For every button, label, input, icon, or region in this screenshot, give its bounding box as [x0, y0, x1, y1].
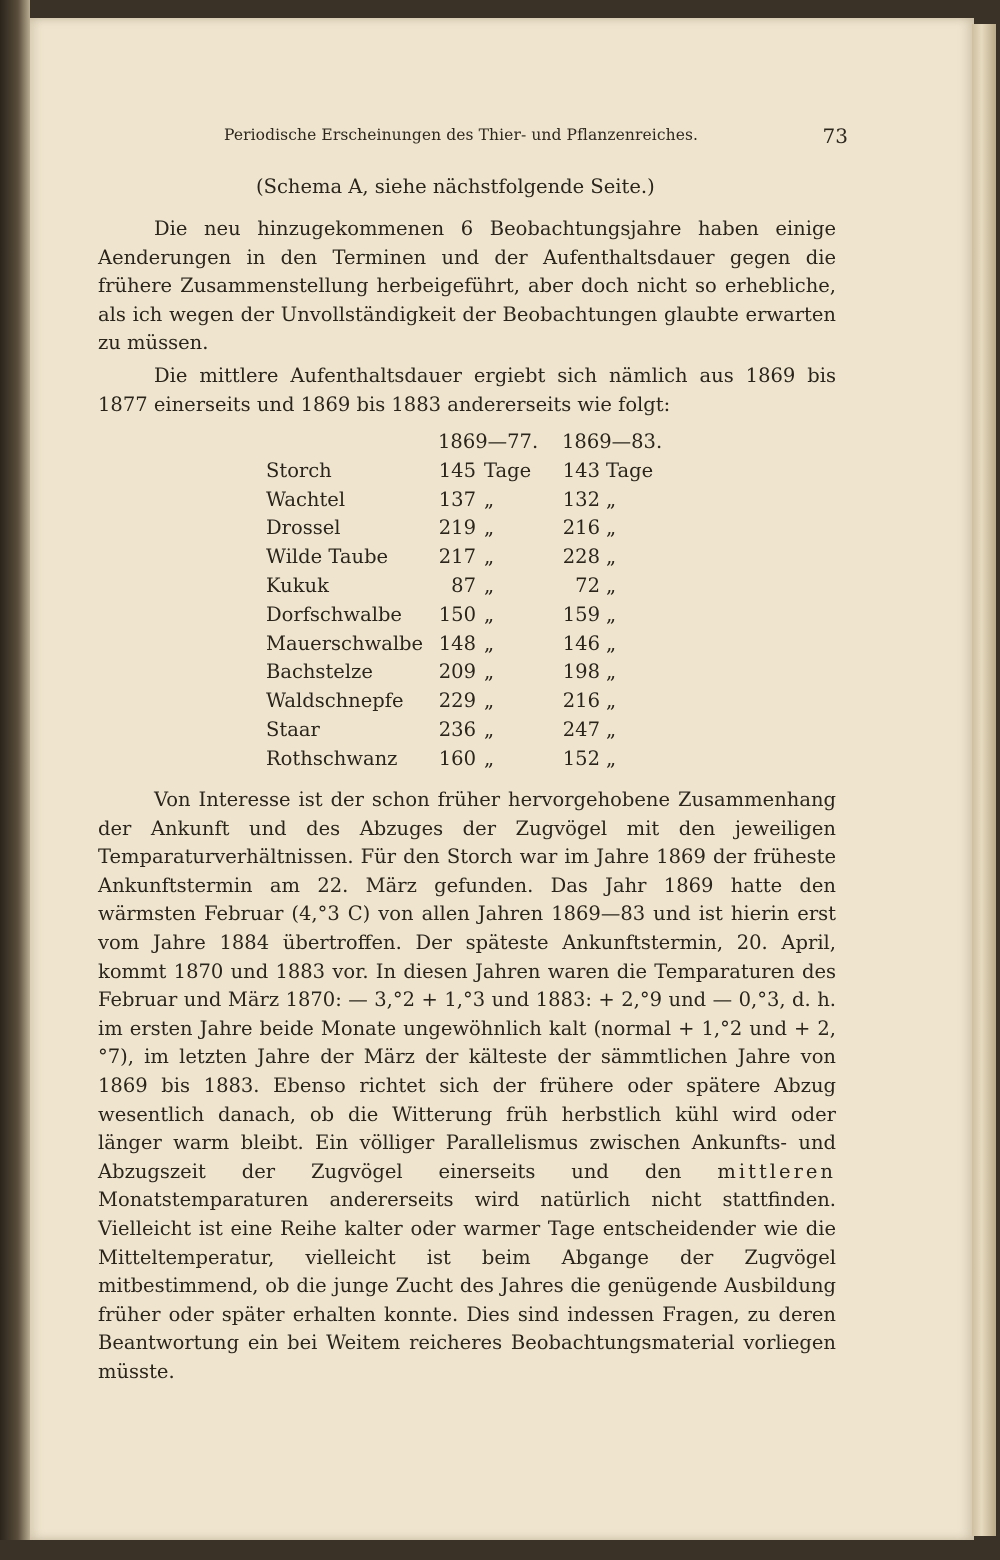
duration-1869-77: 219: [438, 516, 476, 540]
unit-1869-83: „: [606, 631, 617, 655]
unit-1869-77: „: [484, 717, 495, 741]
unit-1869-77: „: [484, 545, 495, 569]
unit-1869-77: „: [484, 516, 495, 540]
duration-1869-83: 132: [562, 487, 600, 511]
unit-1869-83: „: [606, 516, 617, 540]
unit-1869-77: „: [484, 689, 495, 713]
unit-1869-83: „: [606, 689, 617, 713]
unit-1869-77: „: [484, 573, 495, 597]
duration-1869-77: 150: [438, 602, 476, 626]
unit-1869-83: „: [606, 573, 617, 597]
unit-1869-77: Tage: [484, 458, 532, 482]
unit-1869-83: „: [606, 545, 617, 569]
unit-1869-77: „: [484, 631, 495, 655]
unit-1869-83: „: [606, 717, 617, 741]
unit-1869-77: „: [484, 746, 495, 770]
duration-1869-77: 217: [438, 545, 476, 569]
duration-1869-77: 145: [438, 458, 476, 482]
bird-name: Staar: [266, 717, 320, 741]
page-stack-edge: [972, 24, 996, 1536]
scan-bottom-margin: [0, 1540, 1000, 1560]
paragraph-3: [98, 786, 836, 1386]
unit-1869-77: „: [484, 602, 495, 626]
bird-name: Kukuk: [266, 573, 329, 597]
unit-1869-83: „: [606, 746, 617, 770]
duration-1869-77: 236: [438, 717, 476, 741]
paragraph-3-part-2: Monatstemparaturen andererseits wird natürlich nicht stattfinden. Vielleicht ist eine Reihe kalter oder warmer Tage entscheidender wie die Mitteltemperatur, vielleicht ist beim Abgange der Zugvögel mitbestimmend, ob die junge Zucht des Jahres die genügende Ausbildung früher oder später erhalten konnte. Dies sind indessen Fragen, zu deren Beantwortung ein bei Weitem reicheres Beobachtungsmaterial vorliegen müsste.: [98, 1188, 836, 1383]
bird-name: Drossel: [266, 516, 341, 540]
bird-name: Rothschwanz: [266, 746, 398, 770]
bird-name: Bachstelze: [266, 660, 373, 684]
unit-1869-77: „: [484, 660, 495, 684]
paragraph-3-part-1: Von Interesse ist der schon früher hervorgehobene Zusammenhang der Ankunft und des Abzuges der Zugvögel mit den jeweiligen Temparaturverhältnissen. Für den Storch war im Jahre 1869 der früheste Ankunftstermin am 22. März gefunden. Das Jahr 1869 hatte den wärmsten Februar (4,°3 C) von allen Jahren 1869—83 und ist hierin erst vom Jahre 1884 übertroffen. Der späteste Ankunftstermin, 20. April, kommt 1870 und 1883 vor. In diesen Jahren waren die Temparaturen des Februar und März 1870: — 3,°2 + 1,°3 und 1883: + 2,°9 und — 0,°3, d. h. im ersten Jahre beide Monate ungewöhnlich kalt (normal + 1,°2 und + 2,°7), im letzten Jahre der März der kälteste der sämmtlichen Jahre von 1869 bis 1883. Ebenso richtet sich der frühere oder spätere Abzug wesentlich danach, ob die Witterung früh herbstlich kühl wird oder länger warm bleibt. Ein völliger Parallelismus zwischen Ankunfts- und Abzugszeit der Zugvögel einerseits und den: [98, 788, 836, 1183]
paragraph-1-block: [98, 215, 836, 358]
duration-1869-83: 216: [562, 516, 600, 540]
emphasized-word: mittleren: [717, 1159, 836, 1183]
page-number: 73: [822, 124, 848, 148]
running-title: Periodische Erscheinungen des Thier- und Pflanzenreiches.: [224, 126, 699, 144]
unit-1869-77: „: [484, 487, 495, 511]
unit-1869-83: Tage: [606, 458, 654, 482]
duration-1869-77: 160: [438, 746, 476, 770]
duration-1869-83: 159: [562, 602, 600, 626]
bird-name: Waldschnepfe: [266, 689, 404, 713]
paragraph-2: Die mittlere Aufenthaltsdauer ergiebt sich nämlich aus 1869 bis 1877 einerseits und 1869 bis 1883 andererseits wie folgt:: [98, 364, 836, 416]
duration-1869-83: 146: [562, 631, 600, 655]
scan-binding-shadow: [0, 0, 30, 1560]
duration-1869-83: 228: [562, 545, 600, 569]
duration-1869-83: 216: [562, 689, 600, 713]
column-header-1869-83: 1869—83.: [562, 430, 663, 453]
unit-1869-83: „: [606, 602, 617, 626]
unit-1869-83: „: [606, 487, 617, 511]
bird-name: Mauerschwalbe: [266, 631, 424, 655]
paragraph-3-block: [98, 786, 836, 1386]
bird-name: Wachtel: [266, 487, 346, 511]
duration-1869-83: 72: [575, 573, 600, 597]
schema-note: (Schema A, siehe nächstfolgende Seite.): [256, 175, 655, 198]
bird-name: Storch: [266, 458, 332, 482]
duration-1869-77: 209: [438, 660, 476, 684]
duration-1869-77: 137: [438, 487, 476, 511]
duration-1869-83: 152: [562, 746, 600, 770]
duration-1869-83: 198: [562, 660, 600, 684]
bird-name: Dorfschwalbe: [266, 602, 402, 626]
duration-1869-77: 148: [438, 631, 476, 655]
duration-1869-83: 247: [562, 717, 600, 741]
duration-1869-77: 87: [451, 573, 476, 597]
paragraph-2-block: [98, 362, 836, 419]
paragraph-1: Die neu hinzugekommenen 6 Beobachtungsjahre haben einige Aenderungen in den Terminen und der Aufenthaltsdauer gegen die frühere Zusammenstellung herbeigeführt, aber doch nicht so erhebliche, als ich wegen der Unvollständigkeit der Beobachtungen glaubte erwarten zu müssen.: [98, 217, 836, 355]
column-header-1869-77: 1869—77.: [438, 430, 539, 453]
duration-1869-83: 143: [562, 458, 600, 482]
unit-1869-83: „: [606, 660, 617, 684]
duration-1869-77: 229: [438, 689, 476, 713]
bird-name: Wilde Taube: [266, 545, 389, 569]
